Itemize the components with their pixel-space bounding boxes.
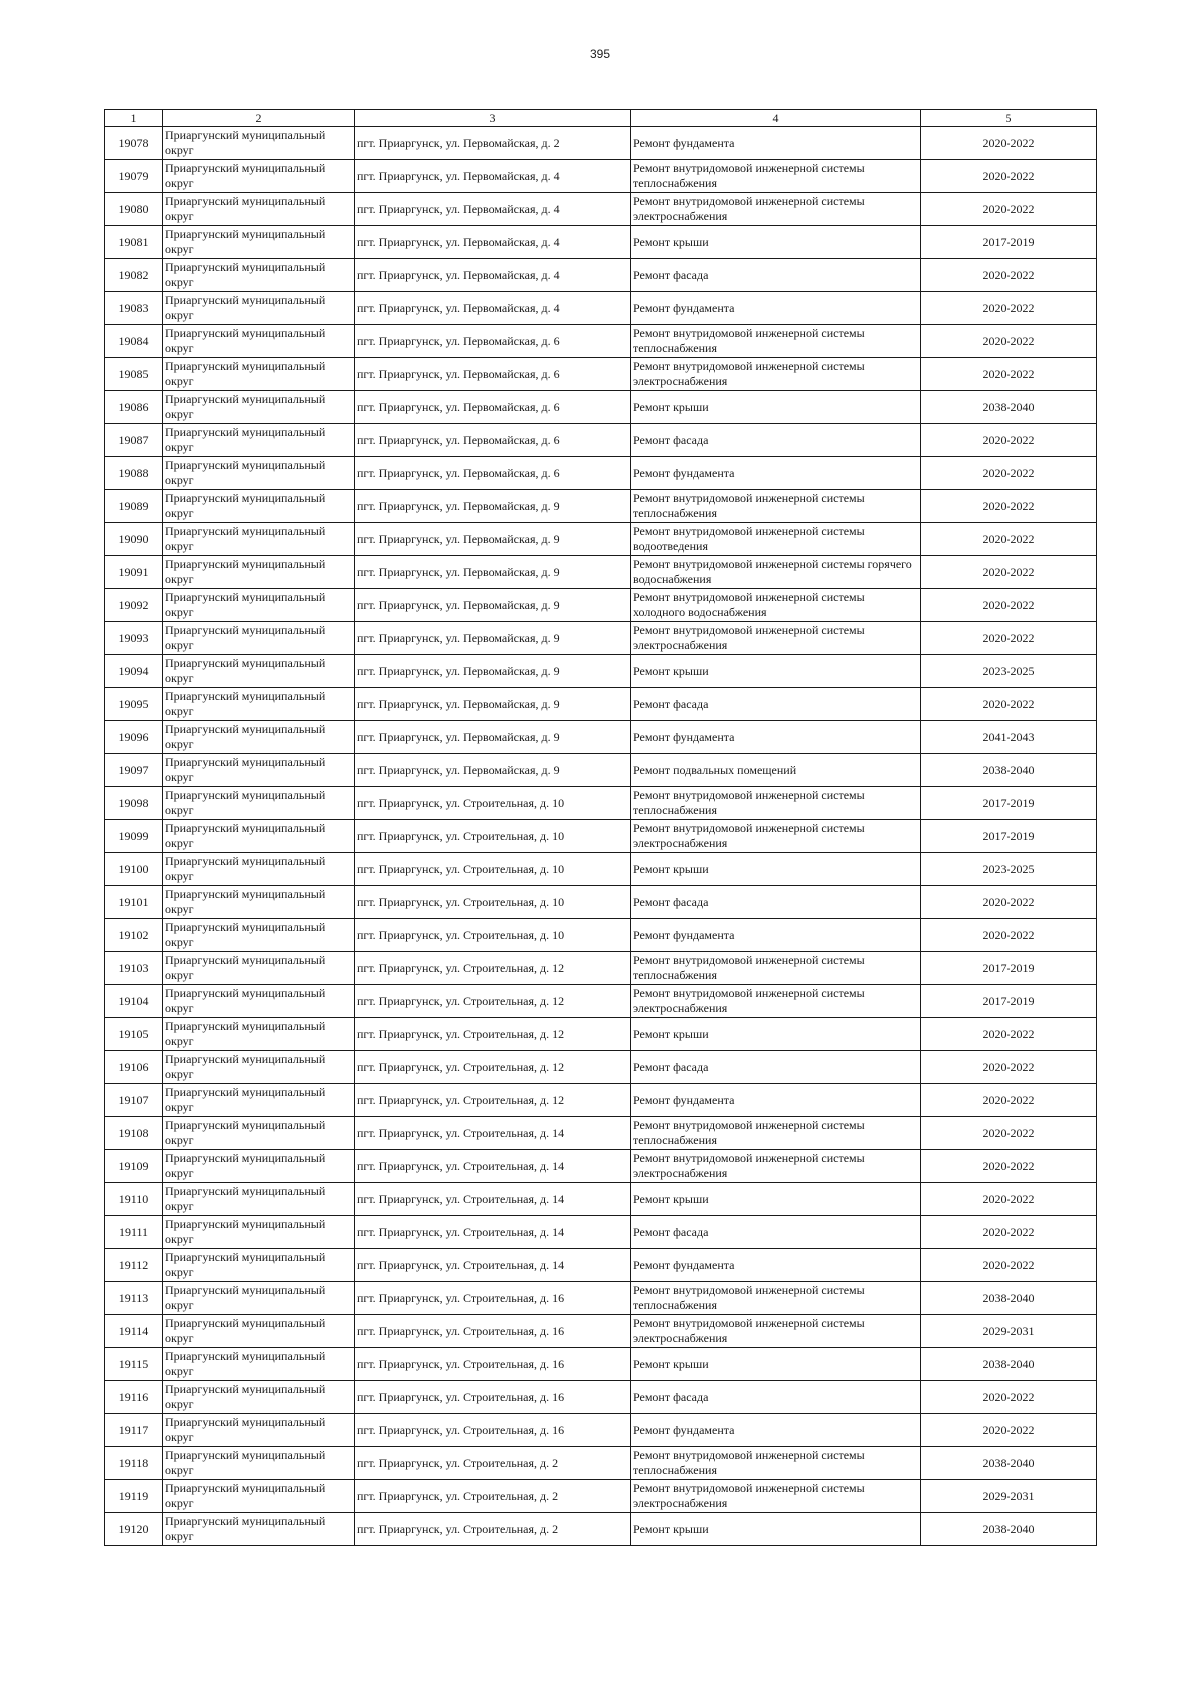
work-type-cell: Ремонт фасада xyxy=(631,688,921,721)
district-cell: Приаргунский муниципальный округ xyxy=(163,226,355,259)
row-number-cell: 19090 xyxy=(105,523,163,556)
address-cell: пгт. Приаргунск, ул. Первомайская, д. 4 xyxy=(355,193,631,226)
row-number-cell: 19086 xyxy=(105,391,163,424)
period-cell: 2020-2022 xyxy=(921,1216,1097,1249)
table-row xyxy=(105,1183,1097,1216)
district-cell: Приаргунский муниципальный округ xyxy=(163,919,355,952)
period-cell: 2020-2022 xyxy=(921,556,1097,589)
district-cell: Приаргунский муниципальный округ xyxy=(163,1249,355,1282)
work-type-cell: Ремонт фасада xyxy=(631,1051,921,1084)
period-cell: 2020-2022 xyxy=(921,1117,1097,1150)
district-cell: Приаргунский муниципальный округ xyxy=(163,424,355,457)
period-cell: 2029-2031 xyxy=(921,1480,1097,1513)
row-number-cell: 19078 xyxy=(105,127,163,160)
district-cell: Приаргунский муниципальный округ xyxy=(163,985,355,1018)
period-cell: 2017-2019 xyxy=(921,985,1097,1018)
table-row xyxy=(105,820,1097,853)
period-cell: 2020-2022 xyxy=(921,1381,1097,1414)
district-cell: Приаргунский муниципальный округ xyxy=(163,160,355,193)
row-number-cell: 19082 xyxy=(105,259,163,292)
period-cell: 2038-2040 xyxy=(921,391,1097,424)
table-row xyxy=(105,853,1097,886)
district-cell: Приаргунский муниципальный округ xyxy=(163,1051,355,1084)
table-row xyxy=(105,1216,1097,1249)
row-number-cell: 19083 xyxy=(105,292,163,325)
table-row xyxy=(105,886,1097,919)
work-type-cell: Ремонт внутридомовой инженерной системы теплоснабжения xyxy=(631,325,921,358)
period-cell: 2038-2040 xyxy=(921,1282,1097,1315)
table-row xyxy=(105,919,1097,952)
address-cell: пгт. Приаргунск, ул. Строительная, д. 16 xyxy=(355,1348,631,1381)
work-type-cell: Ремонт внутридомовой инженерной системы электроснабжения xyxy=(631,1150,921,1183)
work-type-cell: Ремонт крыши xyxy=(631,655,921,688)
work-type-cell: Ремонт внутридомовой инженерной системы электроснабжения xyxy=(631,193,921,226)
work-type-cell: Ремонт внутридомовой инженерной системы электроснабжения xyxy=(631,985,921,1018)
work-type-cell: Ремонт крыши xyxy=(631,853,921,886)
district-cell: Приаргунский муниципальный округ xyxy=(163,622,355,655)
row-number-cell: 19081 xyxy=(105,226,163,259)
work-type-cell: Ремонт фундамента xyxy=(631,1084,921,1117)
address-cell: пгт. Приаргунск, ул. Строительная, д. 14 xyxy=(355,1216,631,1249)
work-type-cell: Ремонт фасада xyxy=(631,886,921,919)
district-cell: Приаргунский муниципальный округ xyxy=(163,655,355,688)
district-cell: Приаргунский муниципальный округ xyxy=(163,688,355,721)
work-type-cell: Ремонт фундамента xyxy=(631,721,921,754)
address-cell: пгт. Приаргунск, ул. Первомайская, д. 9 xyxy=(355,589,631,622)
period-cell: 2020-2022 xyxy=(921,1150,1097,1183)
column-header-1: 1 xyxy=(105,110,163,127)
table-row xyxy=(105,1282,1097,1315)
row-number-cell: 19117 xyxy=(105,1414,163,1447)
column-header-3: 3 xyxy=(355,110,631,127)
table-row xyxy=(105,1084,1097,1117)
work-type-cell: Ремонт фундамента xyxy=(631,127,921,160)
work-type-cell: Ремонт внутридомовой инженерной системы электроснабжения xyxy=(631,1480,921,1513)
period-cell: 2020-2022 xyxy=(921,1084,1097,1117)
table-row xyxy=(105,556,1097,589)
row-number-cell: 19120 xyxy=(105,1513,163,1546)
district-cell: Приаргунский муниципальный округ xyxy=(163,1348,355,1381)
address-cell: пгт. Приаргунск, ул. Строительная, д. 16 xyxy=(355,1381,631,1414)
row-number-cell: 19112 xyxy=(105,1249,163,1282)
row-number-cell: 19114 xyxy=(105,1315,163,1348)
district-cell: Приаргунский муниципальный округ xyxy=(163,1315,355,1348)
address-cell: пгт. Приаргунск, ул. Строительная, д. 2 xyxy=(355,1480,631,1513)
district-cell: Приаргунский муниципальный округ xyxy=(163,1084,355,1117)
period-cell: 2038-2040 xyxy=(921,1513,1097,1546)
row-number-cell: 19102 xyxy=(105,919,163,952)
address-cell: пгт. Приаргунск, ул. Первомайская, д. 9 xyxy=(355,688,631,721)
period-cell: 2020-2022 xyxy=(921,259,1097,292)
row-number-cell: 19096 xyxy=(105,721,163,754)
period-cell: 2020-2022 xyxy=(921,688,1097,721)
district-cell: Приаргунский муниципальный округ xyxy=(163,589,355,622)
row-number-cell: 19105 xyxy=(105,1018,163,1051)
address-cell: пгт. Приаргунск, ул. Строительная, д. 16 xyxy=(355,1315,631,1348)
district-cell: Приаргунский муниципальный округ xyxy=(163,886,355,919)
row-number-cell: 19098 xyxy=(105,787,163,820)
work-type-cell: Ремонт крыши xyxy=(631,1018,921,1051)
work-type-cell: Ремонт внутридомовой инженерной системы электроснабжения xyxy=(631,358,921,391)
row-number-cell: 19093 xyxy=(105,622,163,655)
table-row xyxy=(105,754,1097,787)
address-cell: пгт. Приаргунск, ул. Строительная, д. 14 xyxy=(355,1150,631,1183)
table-row xyxy=(105,259,1097,292)
period-cell: 2020-2022 xyxy=(921,1414,1097,1447)
address-cell: пгт. Приаргунск, ул. Первомайская, д. 6 xyxy=(355,325,631,358)
district-cell: Приаргунский муниципальный округ xyxy=(163,325,355,358)
table-row xyxy=(105,655,1097,688)
address-cell: пгт. Приаргунск, ул. Первомайская, д. 2 xyxy=(355,127,631,160)
period-cell: 2020-2022 xyxy=(921,1249,1097,1282)
address-cell: пгт. Приаргунск, ул. Строительная, д. 12 xyxy=(355,1051,631,1084)
work-type-cell: Ремонт подвальных помещений xyxy=(631,754,921,787)
address-cell: пгт. Приаргунск, ул. Строительная, д. 12 xyxy=(355,1018,631,1051)
address-cell: пгт. Приаргунск, ул. Первомайская, д. 9 xyxy=(355,622,631,655)
district-cell: Приаргунский муниципальный округ xyxy=(163,721,355,754)
period-cell: 2020-2022 xyxy=(921,457,1097,490)
district-cell: Приаргунский муниципальный округ xyxy=(163,1381,355,1414)
work-type-cell: Ремонт внутридомовой инженерной системы горячего водоснабжения xyxy=(631,556,921,589)
district-cell: Приаргунский муниципальный округ xyxy=(163,358,355,391)
header-row xyxy=(105,110,1097,127)
work-type-cell: Ремонт фундамента xyxy=(631,1249,921,1282)
work-type-cell: Ремонт внутридомовой инженерной системы теплоснабжения xyxy=(631,1282,921,1315)
district-cell: Приаргунский муниципальный округ xyxy=(163,292,355,325)
row-number-cell: 19108 xyxy=(105,1117,163,1150)
row-number-cell: 19107 xyxy=(105,1084,163,1117)
period-cell: 2023-2025 xyxy=(921,853,1097,886)
row-number-cell: 19113 xyxy=(105,1282,163,1315)
address-cell: пгт. Приаргунск, ул. Первомайская, д. 9 xyxy=(355,655,631,688)
table-row xyxy=(105,1150,1097,1183)
table-row xyxy=(105,721,1097,754)
address-cell: пгт. Приаргунск, ул. Строительная, д. 16 xyxy=(355,1414,631,1447)
period-cell: 2017-2019 xyxy=(921,820,1097,853)
work-type-cell: Ремонт крыши xyxy=(631,1183,921,1216)
address-cell: пгт. Приаргунск, ул. Первомайская, д. 4 xyxy=(355,160,631,193)
period-cell: 2020-2022 xyxy=(921,589,1097,622)
period-cell: 2020-2022 xyxy=(921,886,1097,919)
work-type-cell: Ремонт внутридомовой инженерной системы теплоснабжения xyxy=(631,952,921,985)
district-cell: Приаргунский муниципальный округ xyxy=(163,127,355,160)
work-type-cell: Ремонт фундамента xyxy=(631,919,921,952)
district-cell: Приаргунский муниципальный округ xyxy=(163,1447,355,1480)
district-cell: Приаргунский муниципальный округ xyxy=(163,457,355,490)
period-cell: 2020-2022 xyxy=(921,325,1097,358)
address-cell: пгт. Приаргунск, ул. Строительная, д. 10 xyxy=(355,886,631,919)
address-cell: пгт. Приаргунск, ул. Первомайская, д. 9 xyxy=(355,754,631,787)
work-type-cell: Ремонт внутридомовой инженерной системы электроснабжения xyxy=(631,820,921,853)
work-type-cell: Ремонт внутридомовой инженерной системы холодного водоснабжения xyxy=(631,589,921,622)
period-cell: 2020-2022 xyxy=(921,622,1097,655)
row-number-cell: 19088 xyxy=(105,457,163,490)
address-cell: пгт. Приаргунск, ул. Первомайская, д. 9 xyxy=(355,721,631,754)
address-cell: пгт. Приаргунск, ул. Строительная, д. 12 xyxy=(355,1084,631,1117)
work-type-cell: Ремонт крыши xyxy=(631,391,921,424)
table-row xyxy=(105,292,1097,325)
address-cell: пгт. Приаргунск, ул. Строительная, д. 10 xyxy=(355,853,631,886)
period-cell: 2020-2022 xyxy=(921,1018,1097,1051)
address-cell: пгт. Приаргунск, ул. Первомайская, д. 6 xyxy=(355,457,631,490)
row-number-cell: 19097 xyxy=(105,754,163,787)
table-row xyxy=(105,127,1097,160)
district-cell: Приаргунский муниципальный округ xyxy=(163,1018,355,1051)
row-number-cell: 19116 xyxy=(105,1381,163,1414)
period-cell: 2017-2019 xyxy=(921,226,1097,259)
table-row xyxy=(105,1513,1097,1546)
row-number-cell: 19085 xyxy=(105,358,163,391)
table-row xyxy=(105,226,1097,259)
district-cell: Приаргунский муниципальный округ xyxy=(163,853,355,886)
row-number-cell: 19079 xyxy=(105,160,163,193)
table-row xyxy=(105,622,1097,655)
table-row xyxy=(105,688,1097,721)
row-number-cell: 19109 xyxy=(105,1150,163,1183)
address-cell: пгт. Приаргунск, ул. Строительная, д. 14 xyxy=(355,1117,631,1150)
district-cell: Приаргунский муниципальный округ xyxy=(163,1150,355,1183)
district-cell: Приаргунский муниципальный округ xyxy=(163,1480,355,1513)
district-cell: Приаргунский муниципальный округ xyxy=(163,952,355,985)
period-cell: 2038-2040 xyxy=(921,1348,1097,1381)
row-number-cell: 19089 xyxy=(105,490,163,523)
row-number-cell: 19119 xyxy=(105,1480,163,1513)
work-type-cell: Ремонт внутридомовой инженерной системы электроснабжения xyxy=(631,622,921,655)
table-row xyxy=(105,193,1097,226)
period-cell: 2020-2022 xyxy=(921,1183,1097,1216)
period-cell: 2020-2022 xyxy=(921,127,1097,160)
table-row xyxy=(105,1348,1097,1381)
work-type-cell: Ремонт крыши xyxy=(631,1348,921,1381)
address-cell: пгт. Приаргунск, ул. Строительная, д. 12 xyxy=(355,985,631,1018)
district-cell: Приаргунский муниципальный округ xyxy=(163,754,355,787)
table-row xyxy=(105,1480,1097,1513)
district-cell: Приаргунский муниципальный округ xyxy=(163,787,355,820)
row-number-cell: 19111 xyxy=(105,1216,163,1249)
table-row xyxy=(105,787,1097,820)
address-cell: пгт. Приаргунск, ул. Строительная, д. 14 xyxy=(355,1249,631,1282)
address-cell: пгт. Приаргунск, ул. Первомайская, д. 6 xyxy=(355,391,631,424)
work-type-cell: Ремонт внутридомовой инженерной системы электроснабжения xyxy=(631,1315,921,1348)
address-cell: пгт. Приаргунск, ул. Строительная, д. 16 xyxy=(355,1282,631,1315)
district-cell: Приаргунский муниципальный округ xyxy=(163,1216,355,1249)
work-type-cell: Ремонт фундамента xyxy=(631,292,921,325)
address-cell: пгт. Приаргунск, ул. Строительная, д. 12 xyxy=(355,952,631,985)
district-cell: Приаргунский муниципальный округ xyxy=(163,523,355,556)
address-cell: пгт. Приаргунск, ул. Строительная, д. 10 xyxy=(355,919,631,952)
column-header-4: 4 xyxy=(631,110,921,127)
table-row xyxy=(105,1447,1097,1480)
table-row xyxy=(105,1051,1097,1084)
table-row xyxy=(105,160,1097,193)
table-row xyxy=(105,952,1097,985)
period-cell: 2029-2031 xyxy=(921,1315,1097,1348)
period-cell: 2020-2022 xyxy=(921,358,1097,391)
row-number-cell: 19099 xyxy=(105,820,163,853)
table-row xyxy=(105,1315,1097,1348)
address-cell: пгт. Приаргунск, ул. Строительная, д. 14 xyxy=(355,1183,631,1216)
row-number-cell: 19092 xyxy=(105,589,163,622)
column-header-2: 2 xyxy=(163,110,355,127)
district-cell: Приаргунский муниципальный округ xyxy=(163,193,355,226)
table-row xyxy=(105,424,1097,457)
address-cell: пгт. Приаргунск, ул. Строительная, д. 2 xyxy=(355,1447,631,1480)
address-cell: пгт. Приаргунск, ул. Первомайская, д. 4 xyxy=(355,259,631,292)
row-number-cell: 19115 xyxy=(105,1348,163,1381)
work-type-cell: Ремонт внутридомовой инженерной системы теплоснабжения xyxy=(631,160,921,193)
district-cell: Приаргунский муниципальный округ xyxy=(163,490,355,523)
period-cell: 2041-2043 xyxy=(921,721,1097,754)
table-row xyxy=(105,1249,1097,1282)
work-type-cell: Ремонт фундамента xyxy=(631,1414,921,1447)
address-cell: пгт. Приаргунск, ул. Первомайская, д. 9 xyxy=(355,556,631,589)
table-row xyxy=(105,457,1097,490)
district-cell: Приаргунский муниципальный округ xyxy=(163,1513,355,1546)
address-cell: пгт. Приаргунск, ул. Первомайская, д. 9 xyxy=(355,490,631,523)
address-cell: пгт. Приаргунск, ул. Строительная, д. 10 xyxy=(355,787,631,820)
period-cell: 2020-2022 xyxy=(921,292,1097,325)
table-row xyxy=(105,589,1097,622)
table-row xyxy=(105,358,1097,391)
row-number-cell: 19118 xyxy=(105,1447,163,1480)
period-cell: 2017-2019 xyxy=(921,952,1097,985)
period-cell: 2020-2022 xyxy=(921,160,1097,193)
table-row xyxy=(105,523,1097,556)
address-cell: пгт. Приаргунск, ул. Строительная, д. 10 xyxy=(355,820,631,853)
table-header xyxy=(105,110,1097,127)
table-row xyxy=(105,1117,1097,1150)
work-type-cell: Ремонт внутридомовой инженерной системы теплоснабжения xyxy=(631,490,921,523)
table-body xyxy=(105,127,1097,1546)
registry-table xyxy=(104,109,1097,1546)
work-type-cell: Ремонт фасада xyxy=(631,259,921,292)
district-cell: Приаргунский муниципальный округ xyxy=(163,1282,355,1315)
period-cell: 2023-2025 xyxy=(921,655,1097,688)
page-number: 395 xyxy=(589,47,611,61)
address-cell: пгт. Приаргунск, ул. Первомайская, д. 6 xyxy=(355,358,631,391)
row-number-cell: 19094 xyxy=(105,655,163,688)
row-number-cell: 19080 xyxy=(105,193,163,226)
period-cell: 2020-2022 xyxy=(921,193,1097,226)
period-cell: 2020-2022 xyxy=(921,490,1097,523)
work-type-cell: Ремонт внутридомовой инженерной системы теплоснабжения xyxy=(631,787,921,820)
period-cell: 2020-2022 xyxy=(921,1051,1097,1084)
period-cell: 2017-2019 xyxy=(921,787,1097,820)
table-row xyxy=(105,490,1097,523)
table-row xyxy=(105,1018,1097,1051)
row-number-cell: 19104 xyxy=(105,985,163,1018)
district-cell: Приаргунский муниципальный округ xyxy=(163,1117,355,1150)
work-type-cell: Ремонт крыши xyxy=(631,1513,921,1546)
row-number-cell: 19100 xyxy=(105,853,163,886)
district-cell: Приаргунский муниципальный округ xyxy=(163,259,355,292)
row-number-cell: 19084 xyxy=(105,325,163,358)
row-number-cell: 19091 xyxy=(105,556,163,589)
district-cell: Приаргунский муниципальный округ xyxy=(163,820,355,853)
district-cell: Приаргунский муниципальный округ xyxy=(163,1414,355,1447)
work-type-cell: Ремонт фасада xyxy=(631,1381,921,1414)
table-row xyxy=(105,391,1097,424)
address-cell: пгт. Приаргунск, ул. Первомайская, д. 9 xyxy=(355,523,631,556)
period-cell: 2020-2022 xyxy=(921,523,1097,556)
row-number-cell: 19095 xyxy=(105,688,163,721)
work-type-cell: Ремонт крыши xyxy=(631,226,921,259)
district-cell: Приаргунский муниципальный округ xyxy=(163,391,355,424)
district-cell: Приаргунский муниципальный округ xyxy=(163,1183,355,1216)
period-cell: 2020-2022 xyxy=(921,424,1097,457)
row-number-cell: 19101 xyxy=(105,886,163,919)
row-number-cell: 19087 xyxy=(105,424,163,457)
column-header-5: 5 xyxy=(921,110,1097,127)
row-number-cell: 19110 xyxy=(105,1183,163,1216)
table-row xyxy=(105,985,1097,1018)
district-cell: Приаргунский муниципальный округ xyxy=(163,556,355,589)
table-row xyxy=(105,1414,1097,1447)
work-type-cell: Ремонт фасада xyxy=(631,1216,921,1249)
work-type-cell: Ремонт внутридомовой инженерной системы теплоснабжения xyxy=(631,1447,921,1480)
work-type-cell: Ремонт внутридомовой инженерной системы водоотведения xyxy=(631,523,921,556)
address-cell: пгт. Приаргунск, ул. Первомайская, д. 6 xyxy=(355,424,631,457)
address-cell: пгт. Приаргунск, ул. Первомайская, д. 4 xyxy=(355,292,631,325)
table-row xyxy=(105,1381,1097,1414)
address-cell: пгт. Приаргунск, ул. Первомайская, д. 4 xyxy=(355,226,631,259)
period-cell: 2020-2022 xyxy=(921,919,1097,952)
period-cell: 2038-2040 xyxy=(921,754,1097,787)
work-type-cell: Ремонт внутридомовой инженерной системы теплоснабжения xyxy=(631,1117,921,1150)
row-number-cell: 19103 xyxy=(105,952,163,985)
address-cell: пгт. Приаргунск, ул. Строительная, д. 2 xyxy=(355,1513,631,1546)
work-type-cell: Ремонт фасада xyxy=(631,424,921,457)
row-number-cell: 19106 xyxy=(105,1051,163,1084)
period-cell: 2038-2040 xyxy=(921,1447,1097,1480)
table-row xyxy=(105,325,1097,358)
work-type-cell: Ремонт фундамента xyxy=(631,457,921,490)
